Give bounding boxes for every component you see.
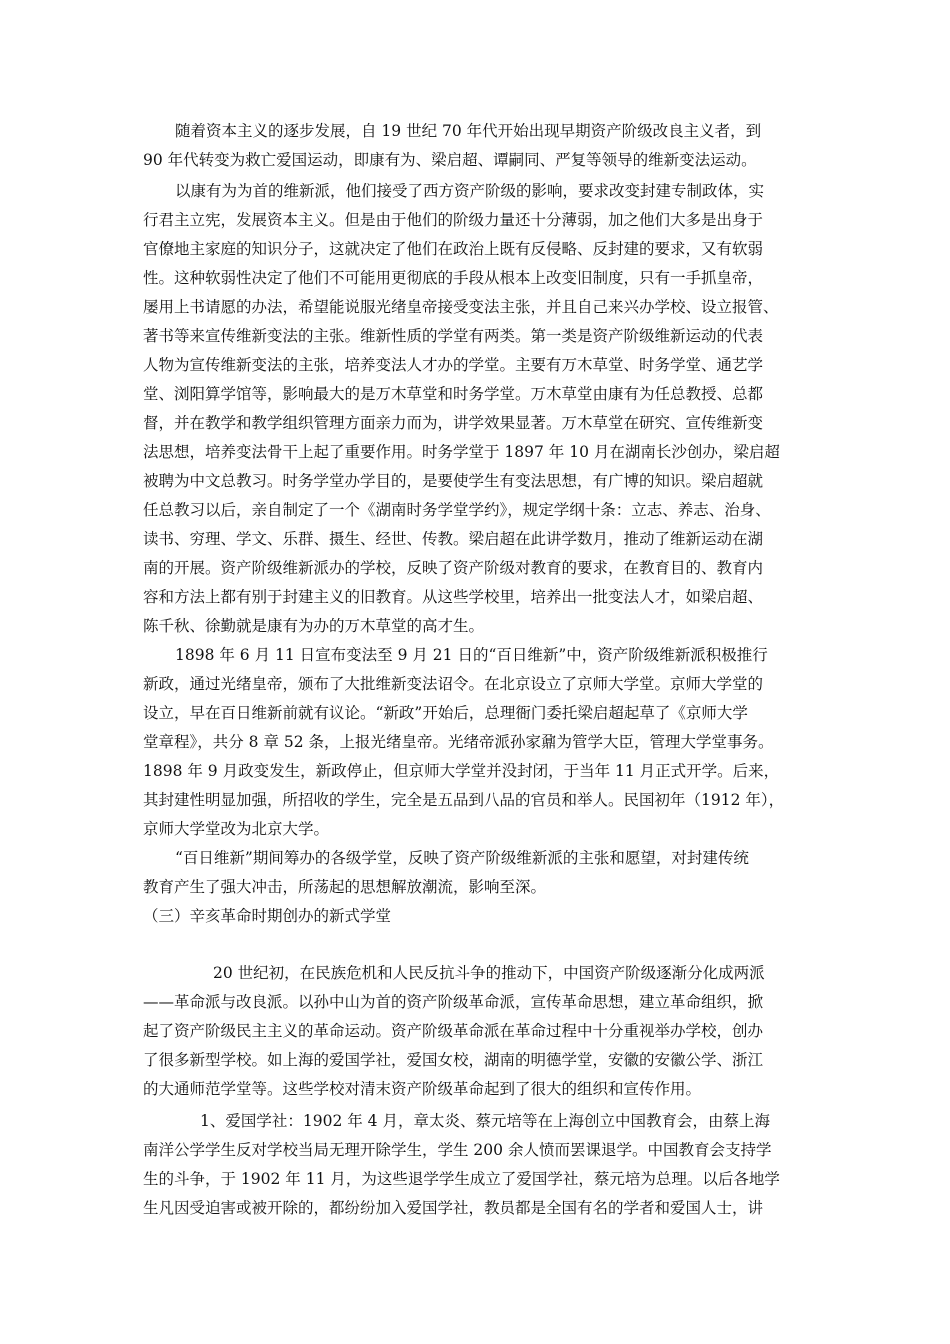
text-line: 任总教习以后，亲自制定了一个《湖南时务学堂学约》，规定学纲十条：立志、养志、治身、 xyxy=(143,501,771,519)
text-line: 官僚地主家庭的知识分子，这就决定了他们在政治上既有反侵略、反封建的要求，又有软弱 xyxy=(143,240,764,258)
text-line: 教育产生了强大冲击，所荡起的思想解放潮流，影响至深。 xyxy=(143,878,547,896)
text-line: 读书、穷理、学文、乐群、摄生、经世、传教。梁启超在此讲学数月，推动了维新运动在湖 xyxy=(143,530,764,548)
text-line: ——革命派与改良派。以孙中山为首的资产阶级革命派，宣传革命思想，建立革命组织，掀 xyxy=(143,993,764,1011)
text-line: 著书等来宣传维新变法的主张。维新性质的学堂有两类。第一类是资产阶级维新运动的代表 xyxy=(143,327,764,345)
text-line: 其封建性明显加强，所招收的学生，完全是五品到八品的官员和举人。民国初年（1912 年）， xyxy=(143,791,785,809)
section-heading: （三）辛亥革命时期创办的新式学堂 xyxy=(143,907,392,925)
text-line: 生凡因受迫害或被开除的，都纷纷加入爱国学社，教员都是全国有名的学者和爱国人士，讲 xyxy=(143,1199,764,1217)
text-line: 以康有为为首的维新派，他们接受了西方资产阶级的影响，要求改变封建专制政体，实 xyxy=(175,182,765,200)
text-line: 屡用上书请愿的办法，希望能说服光绪皇帝接受变法主张，并且自己来兴办学校、设立报管、 xyxy=(143,298,779,316)
text-line: 了很多新型学校。如上海的爱国学社，爱国女校，湖南的明德学堂，安徽的安徽公学、浙江 xyxy=(143,1051,764,1069)
text-line: 南洋公学学生反对学校当局无理开除学生，学生 200 余人愤而罢课退学。中国教育会支持学 xyxy=(143,1141,772,1159)
text-line: 法思想，培养变法骨干上起了重要作用。时务学堂于 1897 年 10 月在湖南长沙创办，梁启超 xyxy=(143,443,780,461)
text-line: 容和方法上都有别于封建主义的旧教育。从这些学校里，培养出一批变法人才，如梁启超、 xyxy=(143,588,764,606)
text-line: 京师大学堂改为北京大学。 xyxy=(143,820,330,838)
text-line: 1898 年 9 月政变发生，新政停止，但京师大学堂并没封闭，于当年 11 月正式开学。后来， xyxy=(143,762,780,780)
text-line: 南的开展。资产阶级维新派办的学校，反映了资产阶级对教育的要求，在教育目的、教育内 xyxy=(143,559,764,577)
text-line: 起了资产阶级民主主义的革命运动。资产阶级革命派在革命过程中十分重视举办学校，创办 xyxy=(143,1022,764,1040)
text-line: 生的斗争，于 1902 年 11 月，为这些退学学生成立了爱国学社，蔡元培为总理。以后各地学 xyxy=(143,1170,780,1188)
text-line: 设立，早在百日维新前就有议论。“新政”开始后，总理衙门委托梁启超起草了《京师大学 xyxy=(143,704,748,722)
text-line: “百日维新”期间筹办的各级学堂，反映了资产阶级维新派的主张和愿望，对封建传统 xyxy=(175,849,749,867)
text-line: 陈千秋、徐勤就是康有为办的万木草堂的高才生。 xyxy=(143,617,485,635)
text-line: 行君主立宪，发展资本主义。但是由于他们的阶级力量还十分薄弱，加之他们大多是出身于 xyxy=(143,211,764,229)
text-line: 性。这种软弱性决定了他们不可能用更彻底的手段从根本上改变旧制度，只有一手抓皇帝， xyxy=(143,269,764,287)
text-line: 堂章程》，共分 8 章 52 条，上报光绪皇帝。光绪帝派孙家鼐为管学大臣，管理大学堂事务。 xyxy=(143,733,774,751)
text-line: 的大通师范学堂等。这些学校对清末资产阶级革命起到了很大的组织和宣传作用。 xyxy=(143,1080,702,1098)
text-line: 新政，通过光绪皇帝，颁布了大批维新变法诏令。在北京设立了京师大学堂。京师大学堂的 xyxy=(143,675,764,693)
text-line: 堂、浏阳算学馆等，影响最大的是万木草堂和时务学堂。万木草堂由康有为任总教授、总都 xyxy=(143,385,764,403)
text-line: 人物为宣传维新变法的主张，培养变法人才办的学堂。主要有万木草堂、时务学堂、通艺学 xyxy=(143,356,764,374)
text-line: 被聘为中文总教习。时务学堂办学目的，是要使学生有变法思想，有广博的知识。梁启超就 xyxy=(143,472,764,490)
text-line: 督，并在教学和教学组织管理方面亲力而为，讲学效果显著。万木草堂在研究、宣传维新变 xyxy=(143,414,764,432)
text-line: 20 世纪初，在民族危机和人民反抗斗争的推动下，中国资产阶级逐渐分化成两派 xyxy=(213,964,765,982)
text-line: 1、爱国学社：1902 年 4 月，章太炎、蔡元培等在上海创立中国教育会，由蔡上海 xyxy=(200,1112,770,1130)
text-line: 随着资本主义的逐步发展，自 19 世纪 70 年代开始出现早期资产阶级改良主义者，到 xyxy=(175,122,762,140)
text-line: 90 年代转变为救亡爱国运动，即康有为、梁启超、谭嗣同、严复等领导的维新变法运动。 xyxy=(143,151,757,169)
text-line: 1898 年 6 月 11 日宣布变法至 9 月 21 日的“百日维新”中，资产阶级维新派积极推行 xyxy=(175,646,768,664)
